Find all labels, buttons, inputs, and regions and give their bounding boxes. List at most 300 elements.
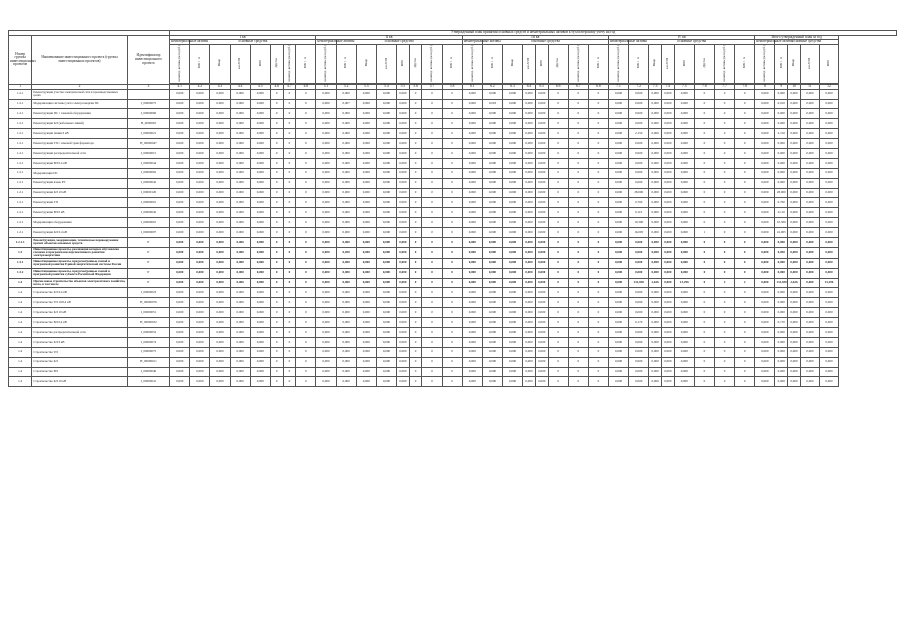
value-cell: 0: [694, 129, 714, 139]
value-cell: 0,000: [462, 129, 482, 139]
value-cell: 0,000: [316, 198, 336, 208]
value-cell: 0,000: [250, 89, 270, 99]
total-cell: 0,000: [800, 178, 819, 188]
value-cell: 0: [296, 318, 316, 328]
unit-label: Другое: [701, 58, 706, 68]
value-cell: 0: [270, 357, 283, 367]
value-cell: 0,000: [230, 99, 250, 109]
value-cell: 0,000: [661, 89, 674, 99]
total-cell: 0,000: [788, 258, 801, 268]
value-cell: 0,000: [356, 99, 376, 109]
value-cell: 0: [296, 139, 316, 149]
unit-label: км ЛЭП: [383, 57, 388, 69]
value-cell: 0: [568, 178, 588, 188]
value-cell: 0: [409, 308, 422, 318]
value-cell: 0,000: [649, 298, 662, 308]
value-cell: 0: [442, 148, 462, 158]
project-name: Строительство КЛ 0,4 кВ: [32, 288, 127, 298]
project-id: H_00000052: [127, 318, 169, 328]
value-cell: 0: [568, 139, 588, 149]
value-cell: 0,000: [210, 288, 230, 298]
value-cell: 0: [714, 129, 734, 139]
value-cell: 131,830: [629, 278, 649, 288]
total-cell: 0,000: [788, 198, 801, 208]
value-cell: 0: [568, 258, 588, 268]
quarter-header: III кв: [462, 35, 608, 40]
value-cell: 0,000: [356, 139, 376, 149]
value-cell: 0: [588, 99, 608, 109]
column-number: 4.7: [283, 85, 296, 90]
value-cell: 0,000: [230, 208, 250, 218]
value-cell: 0: [270, 238, 283, 248]
value-cell: 0: [568, 367, 588, 377]
value-cell: 0: [548, 228, 568, 238]
total-cell: 0,000: [800, 198, 819, 208]
value-cell: 0: [568, 337, 588, 347]
total-cell: 0,110: [775, 208, 788, 218]
table-row: [9, 139, 897, 149]
value-cell: 0: [442, 238, 462, 248]
value-cell: 0: [735, 288, 755, 298]
value-cell: 0,000: [523, 288, 536, 298]
value-cell: 0: [296, 208, 316, 218]
value-cell: 0,000: [661, 337, 674, 347]
value-cell: 0: [588, 129, 608, 139]
value-cell: 0,000: [674, 288, 694, 298]
total-cell: 0,000: [819, 129, 838, 139]
unit-label: Мвар: [791, 59, 796, 67]
unit-label: МВ×А: [343, 57, 348, 69]
value-cell: 0,000: [502, 278, 522, 288]
value-cell: 0,000: [230, 109, 250, 119]
value-cell: 0,000: [608, 208, 628, 218]
value-cell: 0,000: [502, 318, 522, 328]
total-cell: 0,000: [755, 377, 775, 387]
project-id: I_00000042: [127, 208, 169, 218]
value-cell: 0,000: [190, 198, 210, 208]
value-cell: 0,000: [316, 238, 336, 248]
value-cell: 0,000: [230, 328, 250, 338]
total-cell: 0,000: [788, 377, 801, 387]
value-cell: 0: [270, 328, 283, 338]
column-number: 7.4: [661, 85, 674, 90]
value-cell: 0,000: [535, 198, 548, 208]
value-cell: 0: [694, 178, 714, 188]
total-cell: 0,000: [819, 377, 838, 387]
value-cell: 0,000: [661, 188, 674, 198]
sub-fin-header: нематериальные активы: [609, 39, 647, 44]
value-cell: 0: [714, 99, 734, 109]
table-row: [9, 168, 897, 178]
column-number: 5.8: [442, 85, 462, 90]
value-cell: 0: [283, 158, 296, 168]
value-cell: 0,000: [523, 268, 536, 278]
value-cell: 0,000: [661, 129, 674, 139]
value-cell: 0: [442, 129, 462, 139]
value-cell: 0,000: [316, 188, 336, 198]
value-cell: 1: [694, 228, 714, 238]
row-number: 1.4: [9, 367, 32, 377]
value-cell: 0: [548, 357, 568, 367]
value-cell: 0,000: [170, 208, 190, 218]
table-row: [9, 377, 897, 387]
table-row: [9, 268, 897, 278]
value-cell: 0,000: [250, 208, 270, 218]
value-cell: 0,000: [376, 337, 396, 347]
column-number: 3: [127, 85, 169, 90]
value-cell: 0,000: [376, 328, 396, 338]
value-cell: 0: [409, 109, 422, 119]
column-number: 6.4: [523, 85, 536, 90]
value-cell: 0,000: [190, 308, 210, 318]
total-header: Итого утвержденный план за год: [755, 35, 839, 40]
value-cell: 0: [548, 139, 568, 149]
value-cell: 0,000: [462, 278, 482, 288]
value-cell: 0: [270, 89, 283, 99]
total-cell: 0,000: [788, 99, 801, 109]
value-cell: 0: [588, 178, 608, 188]
value-cell: 0,000: [462, 298, 482, 308]
value-cell: 0,000: [210, 228, 230, 238]
column-number: 6.2: [482, 85, 502, 90]
value-cell: 0,000: [336, 218, 356, 228]
total-cell: 0,000: [819, 357, 838, 367]
unit-header: [250, 44, 270, 83]
row-number: 1.2.1: [9, 158, 32, 168]
value-cell: 0,000: [190, 268, 210, 278]
unit-label: нематер. активы (млн руб.): [575, 44, 580, 82]
row-number: 1.3.2: [9, 268, 32, 278]
value-cell: 0,000: [230, 357, 250, 367]
value-cell: 0,000: [250, 129, 270, 139]
value-cell: 0,000: [674, 308, 694, 318]
total-cell: 0,000: [800, 208, 819, 218]
value-cell: 0: [409, 258, 422, 268]
project-name: Строительство КЛ 6 кВ: [32, 337, 127, 347]
project-name: Инвестиционные проекты, реализация которых обусловлена схемами и программами перспективного развития электроэнергетики: [32, 247, 127, 258]
value-cell: 0: [442, 178, 462, 188]
value-cell: 0,000: [336, 328, 356, 338]
value-cell: 0,000: [462, 148, 482, 158]
value-cell: 0: [422, 328, 442, 338]
value-cell: 0: [714, 208, 734, 218]
value-cell: 0,000: [674, 268, 694, 278]
project-name: Инвестиционные проекты, предусмотренные схемой и программой развития субъекта Российской Федерации: [32, 268, 127, 278]
value-cell: 0: [409, 218, 422, 228]
table-row: [9, 89, 897, 99]
value-cell: 0,000: [661, 198, 674, 208]
table-row: [9, 99, 897, 109]
table-row: [9, 119, 897, 129]
value-cell: 0,000: [608, 119, 628, 129]
value-cell: 0,000: [674, 178, 694, 188]
value-cell: 0,000: [482, 218, 502, 228]
value-cell: 0,000: [336, 367, 356, 377]
unit-label: Другое: [412, 58, 417, 68]
value-cell: 0: [714, 298, 734, 308]
project-name: Реконструкция ВЛ 6 кВ: [32, 208, 127, 218]
value-cell: 0: [694, 198, 714, 208]
value-cell: 0,000: [482, 278, 502, 288]
value-cell: 0: [296, 367, 316, 377]
row-number: 1.3: [9, 247, 32, 258]
row-number: 1.4: [9, 328, 32, 338]
value-cell: 0: [270, 377, 283, 387]
value-cell: 0,000: [608, 99, 628, 109]
value-cell: 0: [735, 367, 755, 377]
total-cell: 0,000: [788, 228, 801, 238]
total-cell: 0,000: [800, 308, 819, 318]
value-cell: 0: [568, 168, 588, 178]
unit-header: [788, 44, 801, 83]
value-cell: 0,000: [250, 377, 270, 387]
unit-header: [775, 44, 788, 83]
value-cell: 0: [548, 178, 568, 188]
unit-label: МВ×А: [489, 57, 494, 69]
value-cell: 0,000: [250, 318, 270, 328]
value-cell: 0,000: [502, 158, 522, 168]
project-id: I_00000075: [127, 347, 169, 357]
total-cell: 10,300: [775, 218, 788, 228]
value-cell: 0: [270, 119, 283, 129]
row-number: 1.4: [9, 278, 32, 288]
value-cell: 0,000: [674, 357, 694, 367]
value-cell: 0: [714, 288, 734, 298]
value-cell: 0,000: [649, 328, 662, 338]
row-number: 1.2.1: [9, 188, 32, 198]
value-cell: 0,000: [674, 347, 694, 357]
value-cell: 0,000: [629, 99, 649, 109]
value-cell: 0,000: [190, 109, 210, 119]
value-cell: 0,000: [649, 228, 662, 238]
value-cell: 0: [409, 268, 422, 278]
unit-label: нематер. активы (млн руб.): [429, 44, 434, 82]
value-cell: 0: [296, 247, 316, 258]
total-cell: 0,000: [800, 288, 819, 298]
value-cell: 0: [735, 168, 755, 178]
value-cell: 0: [588, 268, 608, 278]
value-cell: 0,000: [356, 178, 376, 188]
row-number: 1.4: [9, 298, 32, 308]
value-cell: 0,000: [376, 377, 396, 387]
total-cell: 0,000: [775, 158, 788, 168]
total-cell: 0,000: [819, 328, 838, 338]
value-cell: 0: [714, 347, 734, 357]
total-cell: 0,000: [819, 337, 838, 347]
value-cell: 0,000: [674, 99, 694, 109]
project-id: I_00000120: [127, 188, 169, 198]
value-cell: 0,000: [608, 258, 628, 268]
row-number: 1.2.1: [9, 168, 32, 178]
unit-header: [462, 44, 482, 83]
value-cell: 0: [714, 89, 734, 99]
value-cell: 0: [714, 109, 734, 119]
value-cell: 0,000: [336, 109, 356, 119]
value-cell: 0: [442, 158, 462, 168]
value-cell: 0: [422, 298, 442, 308]
total-cell: 0,000: [775, 337, 788, 347]
value-cell: 0: [442, 268, 462, 278]
value-cell: 0,000: [482, 228, 502, 238]
value-cell: 0,000: [190, 228, 210, 238]
value-cell: 0,000: [376, 178, 396, 188]
value-cell: 0,000: [661, 268, 674, 278]
value-cell: 0: [735, 328, 755, 338]
total-cell: 0,000: [819, 258, 838, 268]
value-cell: 16,005: [629, 228, 649, 238]
value-cell: 0,000: [629, 367, 649, 377]
value-cell: 0,000: [396, 247, 409, 258]
total-cell: 0,000: [800, 328, 819, 338]
value-cell: 0: [735, 89, 755, 99]
column-number: 5.5: [396, 85, 409, 90]
value-cell: 0,000: [170, 148, 190, 158]
value-cell: 0,000: [523, 99, 536, 109]
value-cell: 0,000: [230, 298, 250, 308]
value-cell: 0,000: [629, 268, 649, 278]
value-cell: 0,000: [523, 198, 536, 208]
total-cell: 0,000: [755, 99, 775, 109]
value-cell: 0,000: [316, 318, 336, 328]
value-cell: 0,000: [170, 89, 190, 99]
value-cell: 0: [588, 158, 608, 168]
value-cell: 0: [270, 318, 283, 328]
project-id: I_00000060: [127, 109, 169, 119]
unit-label: Другое: [274, 58, 278, 68]
value-cell: 2: [714, 278, 734, 288]
value-cell: 0,000: [661, 308, 674, 318]
unit-header: [649, 44, 662, 83]
value-cell: 0: [283, 328, 296, 338]
value-cell: 0,000: [502, 377, 522, 387]
value-cell: 0: [588, 258, 608, 268]
value-cell: 0,000: [649, 258, 662, 268]
value-cell: 0,000: [482, 357, 502, 367]
value-cell: 0: [694, 278, 714, 288]
value-cell: 0: [442, 337, 462, 347]
unit-label: нематер. активы (млн руб.): [177, 44, 181, 82]
col-name-header: Наименование инвестиционного проекта (группы инвестиционных проектов): [32, 35, 127, 84]
value-cell: 0: [270, 268, 283, 278]
value-cell: 0,000: [356, 198, 376, 208]
column-number: 7.2: [629, 85, 649, 90]
project-id: I_00000040: [127, 367, 169, 377]
total-cell: 0,000: [755, 347, 775, 357]
value-cell: 0: [714, 218, 734, 228]
value-cell: 0,000: [170, 278, 190, 288]
value-cell: 0,000: [649, 158, 662, 168]
value-cell: 0: [409, 288, 422, 298]
total-cell: 0,000: [775, 347, 788, 357]
value-cell: 0,000: [210, 367, 230, 377]
unit-label: МВт: [539, 59, 543, 67]
unit-header: [800, 44, 819, 83]
value-cell: 0,000: [502, 247, 522, 258]
value-cell: 0: [442, 377, 462, 387]
value-cell: 0,000: [523, 247, 536, 258]
table-row: [9, 198, 897, 208]
value-cell: 0: [735, 218, 755, 228]
value-cell: 0,000: [608, 168, 628, 178]
value-cell: 0,000: [250, 158, 270, 168]
value-cell: 0,000: [482, 247, 502, 258]
value-cell: 0: [694, 238, 714, 248]
value-cell: 0,000: [190, 347, 210, 357]
value-cell: 0: [735, 119, 755, 129]
value-cell: 0: [296, 158, 316, 168]
value-cell: 0: [409, 119, 422, 129]
value-cell: 0: [735, 109, 755, 119]
value-cell: 0,000: [462, 158, 482, 168]
value-cell: 0: [296, 377, 316, 387]
project-name: Реконструкция распределительной сети: [32, 148, 127, 158]
value-cell: 0,000: [462, 139, 482, 149]
value-cell: 0,000: [502, 357, 522, 367]
value-cell: 0,000: [336, 298, 356, 308]
value-cell: 0: [588, 298, 608, 308]
value-cell: 0,000: [502, 367, 522, 377]
project-name: Прочее новое строительство объектов электросетевого хозяйства, всего, в том числе: [33, 278, 126, 286]
value-cell: 0,000: [396, 109, 409, 119]
value-cell: 0: [283, 377, 296, 387]
value-cell: 0: [283, 178, 296, 188]
value-cell: 0,000: [502, 109, 522, 119]
value-cell: 0: [409, 178, 422, 188]
sub-fixed-header: основные средства: [629, 40, 755, 45]
value-cell: 0,000: [649, 198, 662, 208]
value-cell: 0,000: [608, 278, 628, 288]
value-cell: 0,000: [230, 377, 250, 387]
value-cell: 0,000: [661, 99, 674, 109]
column-number: 7.5: [674, 85, 694, 90]
value-cell: 0,000: [608, 288, 628, 298]
value-cell: 0: [283, 208, 296, 218]
value-cell: 0,000: [250, 337, 270, 347]
value-cell: 0,000: [376, 238, 396, 248]
value-cell: 0: [442, 318, 462, 328]
value-cell: 0,000: [535, 228, 548, 238]
value-cell: 0: [296, 228, 316, 238]
value-cell: 0,000: [674, 377, 694, 387]
project-id: I_00000021: [127, 129, 169, 139]
value-cell: 0,000: [396, 99, 409, 109]
value-cell: 0,000: [661, 298, 674, 308]
value-cell: 0: [694, 247, 714, 258]
total-cell: 0,000: [788, 247, 801, 258]
table-row: [9, 357, 897, 367]
value-cell: 0,000: [523, 377, 536, 387]
value-cell: 0,000: [629, 357, 649, 367]
value-cell: 0: [714, 268, 734, 278]
value-cell: 0: [735, 247, 755, 258]
value-cell: 0: [735, 298, 755, 308]
value-cell: 0: [714, 308, 734, 318]
value-cell: 0,000: [356, 347, 376, 357]
value-cell: 0,000: [661, 367, 674, 377]
value-cell: 0,000: [661, 278, 674, 288]
value-cell: 0: [283, 268, 296, 278]
value-cell: 0,000: [170, 238, 190, 248]
unit-header: [819, 44, 838, 83]
value-cell: 0: [694, 308, 714, 318]
column-number: 7.1: [608, 85, 628, 90]
value-cell: 0,000: [170, 318, 190, 328]
value-cell: 0,000: [674, 188, 694, 198]
value-cell: 0: [735, 238, 755, 248]
value-cell: 0,000: [190, 367, 210, 377]
value-cell: 0,000: [356, 129, 376, 139]
value-cell: 0: [283, 109, 296, 119]
